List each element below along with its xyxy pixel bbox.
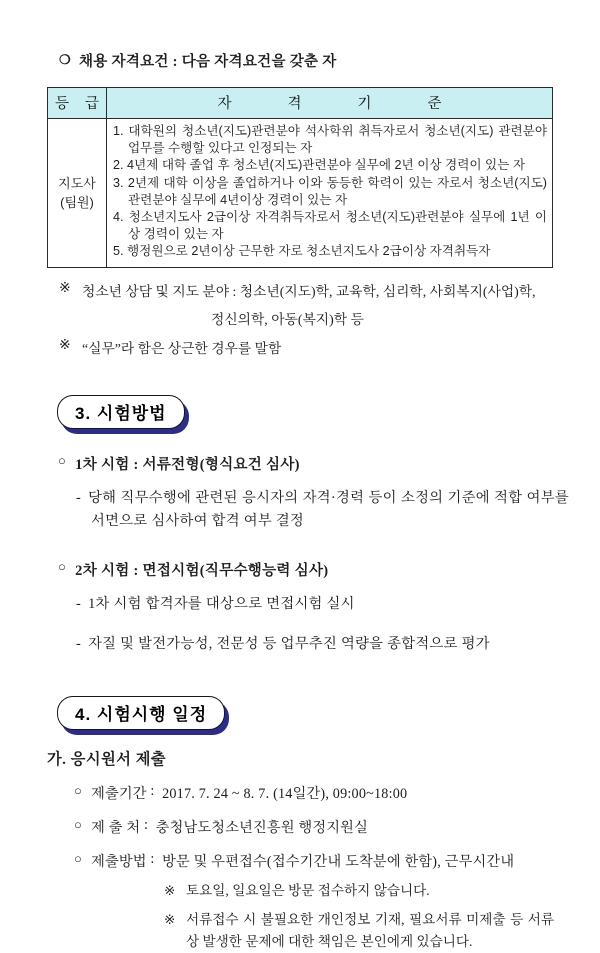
criteria-item: 4. 청소년지도사 2급이상 자격취득자로서 청소년(지도)관련분야 실무에 1년 이상 경력이 있는 자 — [113, 210, 547, 242]
submission-method-label: 제출방법 — [91, 853, 147, 870]
exam1-title: 1차 시험 : 서류전형(형식요건 심사) — [75, 456, 300, 473]
exam2-detail-2 — [76, 633, 569, 656]
exam2-detail-1-text: 1차 시험 합격자를 대상으로 면접시험 실시 — [88, 595, 355, 612]
note-field-areas-text: 청소년 상담 및 지도 분야 : 청소년(지도)학, 교육학, 심리학, 사회복지(사업)학, — [82, 283, 536, 299]
exam2-detail-1 — [76, 593, 569, 616]
colon-separator: : — [146, 850, 163, 867]
grade-name: 지도사 — [58, 175, 96, 191]
grade-column-header: 등 급 — [48, 88, 107, 119]
criteria-column-header: 자 격 기 준 — [107, 88, 553, 119]
circle-bullet-icon: ○ — [58, 558, 67, 574]
recruit-qualification-text: 채용 자격요건 : 다음 자격요건을 갖춘 자 — [78, 54, 337, 70]
criteria-item: 2. 4년제 대학 졸업 후 청소년(지도)관련분야 실무에 2년 이상 경력이 있는 자 — [113, 158, 526, 173]
qualification-table — [47, 87, 553, 268]
submission-place-row — [74, 817, 554, 837]
section-exam-method — [47, 395, 569, 656]
submission-period-row — [74, 783, 554, 803]
criteria-item: 1. 대학원의 청소년(지도)관련분야 석사학위 취득자로서 청소년(지도) 관련분야 업무를 수행할 있다고 인정되는 자 — [113, 124, 547, 156]
table-body-row — [48, 119, 553, 268]
submission-notes — [164, 880, 554, 953]
submission-place-value: 충청남도청소년진흥원 행정지원실 — [155, 819, 368, 836]
circle-bullet-icon: ❍ — [59, 52, 71, 67]
application-submission-subheading: 가. 응시원서 제출 — [47, 750, 167, 768]
note-practical-work-text: “실무”라 함은 상근한 경우를 말함 — [82, 340, 282, 356]
table-notes — [59, 280, 554, 357]
grade-role: (팀원) — [60, 194, 94, 210]
criteria-item: 5. 행정원으로 2년이상 근무한 자로 청소년지도사 2급이상 자격취득자 — [113, 244, 491, 259]
section3-heading: 3. 시험방법 — [57, 395, 185, 429]
reference-mark-icon: ※ — [164, 882, 176, 898]
exam2-title: 2차 시험 : 면접시험(직무수행능력 심사) — [75, 562, 329, 579]
submission-method-value: 방문 및 우편접수(접수기간내 도착분에 한함), 근무시간내 — [162, 853, 515, 870]
reference-mark-icon: ※ — [164, 911, 176, 927]
note-practical-work — [59, 337, 554, 357]
reference-mark-icon: ※ — [59, 336, 71, 352]
circle-bullet-icon: ○ — [58, 452, 67, 468]
dash-bullet-icon: - — [76, 635, 82, 652]
submission-place-label: 제 출 처 — [91, 819, 141, 836]
colon-separator: : — [146, 782, 163, 799]
note-document-responsibility-text: 서류접수 시 불필요한 개인정보 기재, 필요서류 미제출 등 서류상 발생한 문제에 대한 책임은 본인에게 있습니다. — [186, 911, 554, 949]
note-field-areas — [59, 280, 554, 300]
dash-bullet-icon: - — [76, 489, 82, 506]
reference-mark-icon: ※ — [59, 279, 71, 295]
submission-period-label: 제출기간 — [91, 785, 147, 802]
exam2-detail-2-text: 자질 및 발전가능성, 전문성 등 업무추진 역량을 종합적으로 평가 — [88, 635, 490, 652]
exam1-detail — [76, 487, 569, 533]
circle-bullet-icon: ○ — [74, 816, 83, 832]
note-field-areas-line2: 정신의학, 아동(복지)학 등 — [211, 311, 364, 327]
exam2-title-row — [58, 559, 554, 580]
section4-heading: 4. 시험시행 일정 — [57, 696, 225, 730]
dash-bullet-icon: - — [76, 595, 82, 612]
circle-bullet-icon: ○ — [74, 850, 83, 866]
colon-separator: : — [140, 816, 156, 833]
exam1-title-row — [58, 453, 554, 474]
note-document-responsibility — [164, 909, 554, 953]
criteria-item: 3. 2년제 대학 이상을 졸업하거나 이와 동등한 학력이 있는 자로서 청소년(지도) 관련분야 실무에 4년이상 경력이 있는 자 — [113, 175, 547, 207]
note-no-weekend-text: 토요일, 일요일은 방문 접수하지 않습니다. — [186, 882, 430, 898]
table-header-row — [48, 88, 553, 119]
exam1-detail-text: 당해 직무수행에 관련된 응시자의 자격·경력 등이 소정의 기준에 적합 여부를 서면으로 심사하여 합격 여부 결정 — [88, 489, 569, 529]
recruit-qualification-heading — [59, 50, 554, 71]
section-exam-schedule — [47, 696, 554, 953]
circle-bullet-icon: ○ — [74, 782, 83, 798]
grade-cell — [48, 119, 107, 268]
submission-period-value: 2017. 7. 24 ~ 8. 7. (14일간), 09:00~18:00 — [162, 785, 408, 802]
note-no-weekend — [164, 880, 554, 902]
criteria-cell — [107, 119, 553, 268]
submission-method-row — [74, 851, 554, 871]
